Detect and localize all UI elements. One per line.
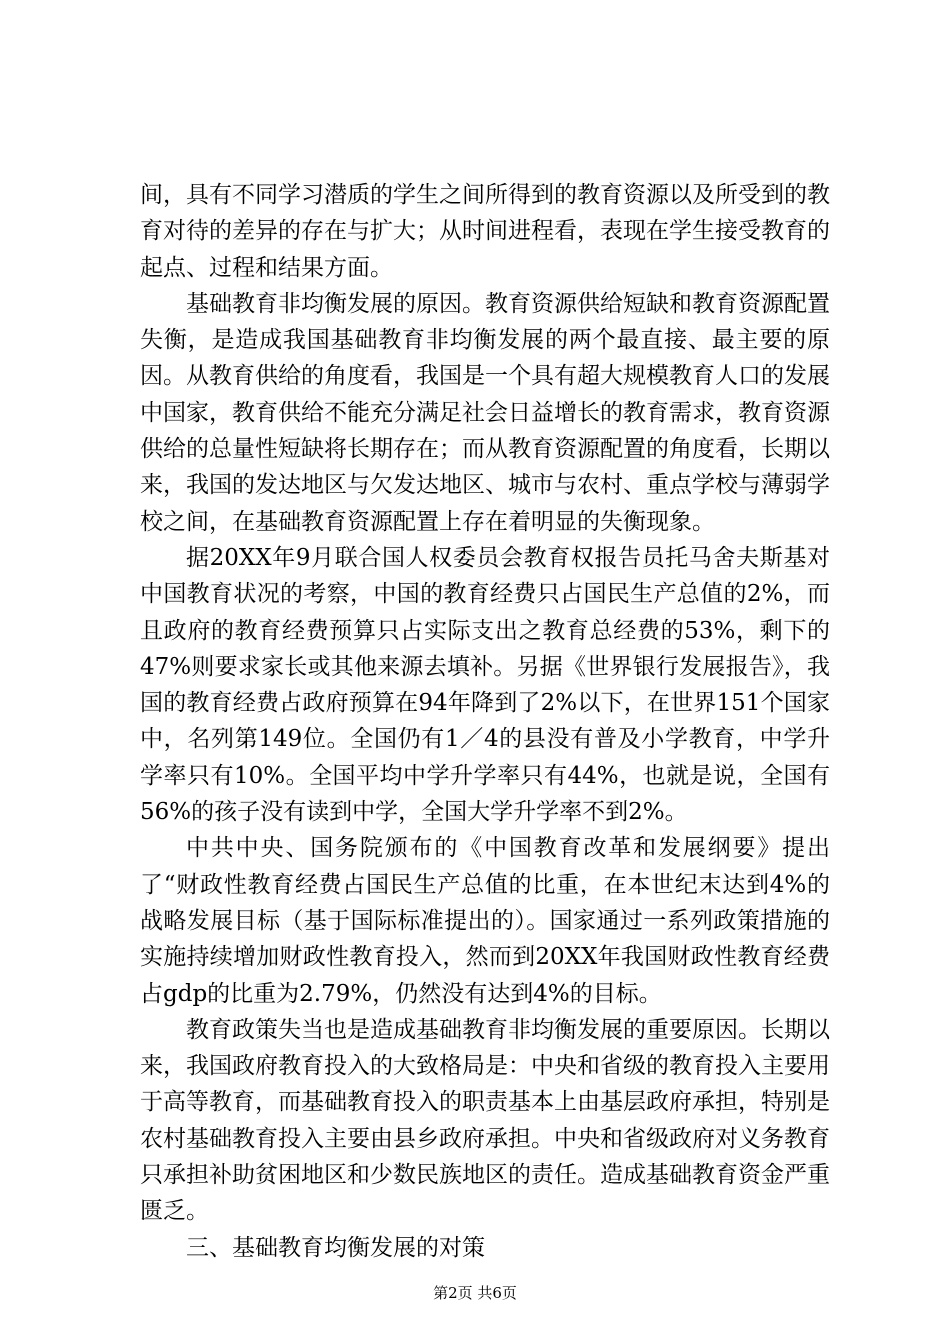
paragraph-reform-outline: 中共中央、国务院颁布的《中国教育改革和发展纲要》提出了“财政性教育经费占国民生产总值的比重，在本世纪末达到4%的战略发展目标（基于国际标准提出的）。国家通过一系列政策措施的实施持续增加财政性教育投入，然而到20XX年我国财政性教育经费占gdp的比重为2.79%，仍然没有达到4%的目标。 [140,835,830,1007]
paragraph-education-funding-statistics: 据20XX年9月联合国人权委员会教育权报告员托马舍夫斯基对中国教育状况的考察，中国的教育经费只占国民生产总值的2%，而且政府的教育经费预算只占实际支出之教育总经费的53%，剩下的47%则要求家长或其他来源去填补。另据《世界银行发展报告》，我国的教育经费占政府预算在94年降到了2%以下，在世界151个国家中，名列第149位。全国仍有1／4的县没有普及小学教育，中学升学率只有10%。全国平均中学升学率只有44%，也就是说，全国有56%的孩子没有读到中学，全国大学升学率不到2%。 [140,544,830,826]
section-heading-countermeasures: 三、基础教育均衡发展的对策 [186,1234,485,1261]
page-footer: 第2页 共6页 [433,1284,517,1302]
paragraph-policy-failure: 教育政策失当也是造成基础教育非均衡发展的重要原因。长期以来，我国政府教育投入的大致格局是：中央和省级的教育投入主要用于高等教育，而基础教育投入的职责基本上由基层政府承担，特别是农村基础教育投入主要由县乡政府承担。中央和省级政府对义务教育只承担补助贫困地区和少数民族地区的责任。造成基础教育资金严重匮乏。 [140,1016,830,1225]
paragraph-continuation: 间，具有不同学习潜质的学生之间所得到的教育资源以及所受到的教育对待的差异的存在与扩大；从时间进程看，表现在学生接受教育的起点、过程和结果方面。 [140,182,830,281]
paragraph-imbalance-causes: 基础教育非均衡发展的原因。教育资源供给短缺和教育资源配置失衡，是造成我国基础教育非均衡发展的两个最直接、最主要的原因。从教育供给的角度看，我国是一个具有超大规模教育人口的发展中国家，教育供给不能充分满足社会日益增长的教育需求，教育资源供给的总量性短缺将长期存在；而从教育资源配置的角度看，长期以来，我国的发达地区与欠发达地区、城市与农村、重点学校与薄弱学校之间，在基础教育资源配置上存在着明显的失衡现象。 [140,290,830,535]
document-body [140,177,830,1266]
